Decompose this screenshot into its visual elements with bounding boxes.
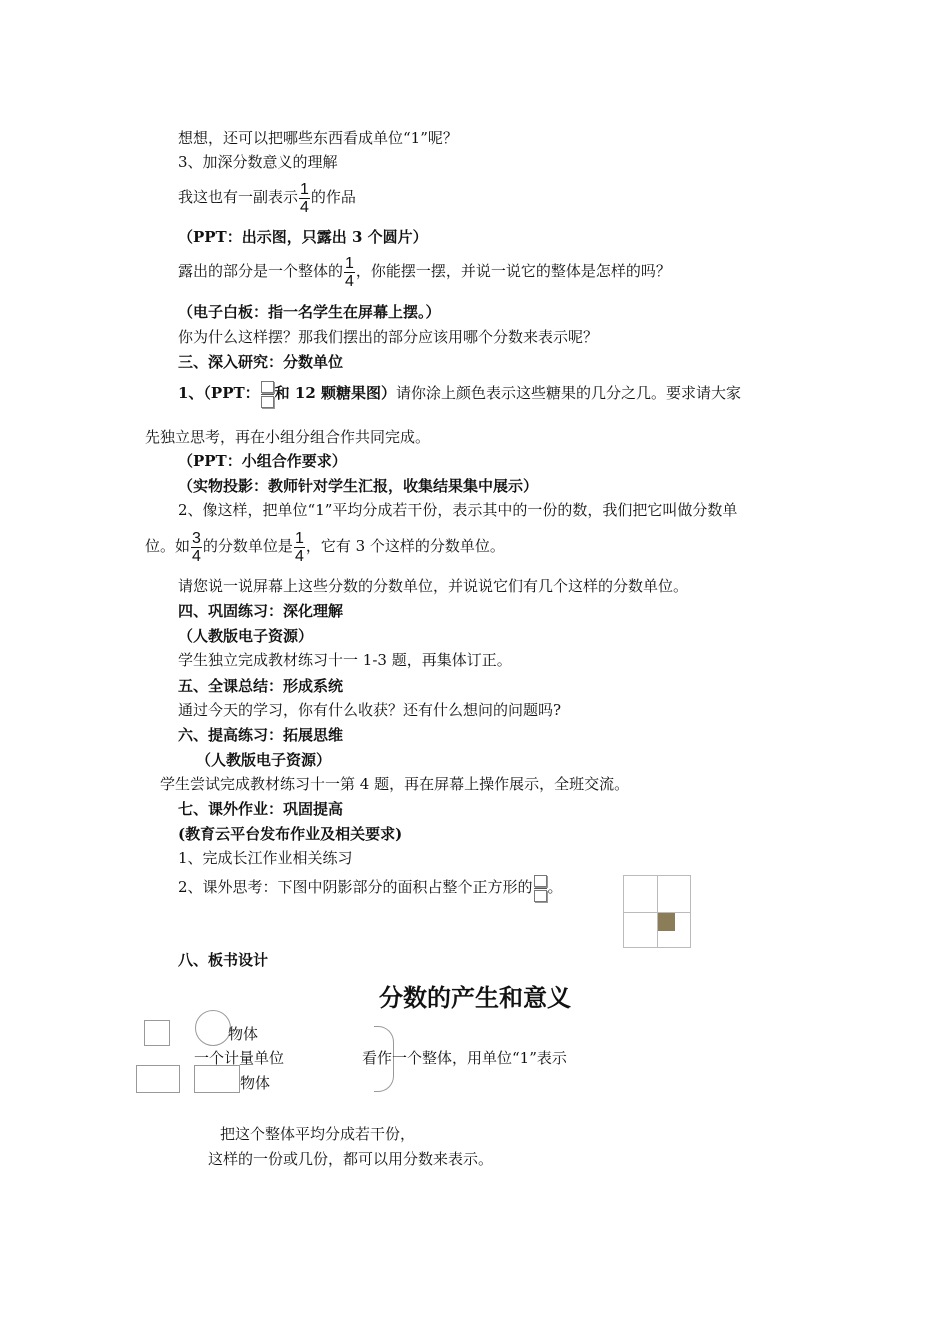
fraction: $\frac{1}{4}$ [345, 254, 354, 290]
text-line: 先独立思考，再在小组分组合作共同完成。 [145, 428, 431, 446]
text-line: 你为什么这样摆？那我们摆出的部分应该用哪个分数来表示呢？ [178, 328, 599, 346]
section-heading: 八、板书设计 [178, 951, 269, 969]
board-item: 物体 [228, 1025, 259, 1043]
board-item: 物体 [240, 1074, 271, 1092]
board-title: 分数的产生和意义 [379, 983, 571, 1012]
circle-shape [195, 1010, 231, 1046]
fraction-placeholder-icon [534, 874, 547, 903]
square-grid-figure [623, 875, 691, 948]
small-square-shape [144, 1020, 170, 1046]
section-heading: 六、提高练习：拓展思维 [178, 726, 344, 744]
shaded-square [658, 913, 675, 931]
text-line: 想想，还可以把哪些东西看成单位“1”呢？ [178, 129, 458, 147]
text-line: 2、课外思考：下图中阴影部分的面积占整个正方形的 。 [178, 872, 563, 903]
ppt-note: （PPT：小组合作要求） [178, 452, 347, 470]
text-line: 1、（PPT： 和 12 颗糖果图）请你涂上颜色表示这些糖果的几分之几。要求请大家 [178, 378, 741, 409]
section-heading: 五、全课总结：形成系统 [178, 677, 344, 695]
text-line: 请您说一说屏幕上这些分数的分数单位，并说说它们有几个这样的分数单位。 [178, 577, 689, 595]
board-item: 一个计量单位 [194, 1049, 285, 1067]
fraction-placeholder-icon [261, 380, 274, 409]
text-line: 学生尝试完成教材练习十一第 4 题，再在屏幕上操作展示，全班交流。 [160, 775, 630, 793]
text-line: 学生独立完成教材练习十一 1-3 题，再集体订正。 [178, 651, 512, 669]
section-heading: 三、深入研究：分数单位 [178, 353, 344, 371]
rectangle-shape [136, 1065, 180, 1093]
rectangle-shape [194, 1065, 240, 1093]
text-line: 我这也有一副表示 $\frac{1}{4}$ 的作品 [178, 180, 356, 216]
text-line: 露出的部分是一个整体的 $\frac{1}{4}$ ，你能摆一摆，并说一说它的整体是怎样的吗？ [178, 254, 671, 290]
whiteboard-note: （电子白板：指一名学生在屏幕上摆。） [178, 303, 441, 321]
projection-note: （实物投影：教师针对学生汇报，收集结果集中展示） [178, 477, 539, 495]
resource-note: （人教版电子资源） [178, 627, 314, 645]
text-line: 位。如 $\frac{3}{4}$ 的分数单位是 $\frac{1}{4}$ ，它有 3 个这样的分数单位。 [145, 529, 505, 565]
section-heading: 3、加深分数意义的理解 [178, 153, 338, 171]
board-summary: 这样的一份或几份，都可以用分数来表示。 [208, 1150, 494, 1168]
board-rhs: 看作一个整体，用单位“1”表示 [362, 1049, 567, 1067]
homework-note: (教育云平台发布作业及相关要求) [178, 825, 403, 843]
text-line: 1、完成长江作业相关练习 [178, 849, 353, 867]
fraction: $\frac{1}{4}$ [294, 529, 304, 565]
text-line: 通过今天的学习，你有什么收获？还有什么想问的问题吗? [178, 701, 562, 719]
text-line: 2、像这样，把单位“1”平均分成若干份，表示其中的一份的数，我们把它叫做分数单 [178, 501, 738, 519]
ppt-note: （PPT：出示图，只露出 3 个圆片） [178, 228, 428, 246]
resource-note: （人教版电子资源） [196, 751, 332, 769]
board-summary: 把这个整体平均分成若干份， [220, 1125, 416, 1143]
fraction: $\frac{1}{4}$ [300, 180, 309, 216]
fraction: $\frac{3}{4}$ [192, 529, 201, 565]
section-heading: 七、课外作业：巩固提高 [178, 800, 344, 818]
section-heading: 四、巩固练习：深化理解 [178, 602, 344, 620]
